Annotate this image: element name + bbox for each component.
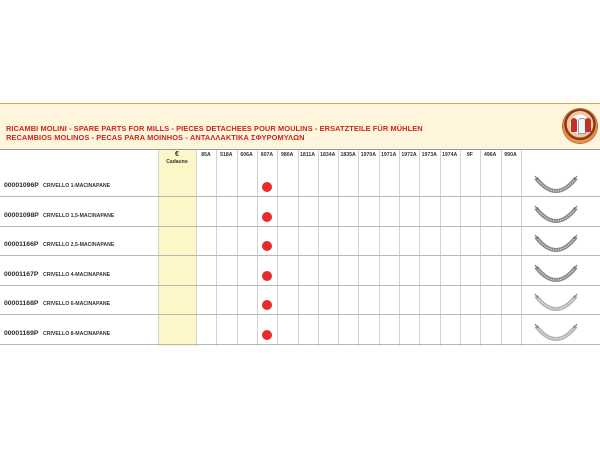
column-header: 1972A [401,152,417,158]
column-divider [521,150,522,346]
column-divider [158,150,159,346]
column-divider [440,150,441,346]
part-code: 00001168P [4,300,39,307]
part-code: 00001167P [4,270,39,278]
column-header: 1971A [381,152,397,158]
sieve-icon [533,204,579,228]
column-divider [480,150,481,346]
column-divider [501,150,502,346]
part-description: CRIVELLO 1,5-MACINAPANE [43,212,115,219]
table-header-rule [0,149,600,150]
column-divider [379,150,380,346]
column-header: 85A [201,152,211,158]
part-description: CRIVELLO 4-MACINAPANE [43,271,111,278]
column-header: 1835A [340,152,356,158]
compatibility-dot [262,212,272,222]
header-title-line1: RICAMBI MOLINI - SPARE PARTS FOR MILLS - PIECES DETACHEES POUR MOULINS - ERSATZTEILE FÜR MÜHLEN [6,124,423,133]
compatibility-dot [262,330,272,340]
column-header: 1974A [441,152,458,158]
price-column-label: Cadauno [166,159,188,165]
row-divider [0,255,600,256]
part-description: CRIVELLO 8-MACINAPANE [43,330,111,337]
part-code: 00001169P [4,329,39,337]
column-divider [237,150,238,346]
sieve-icon [533,263,579,287]
column-divider [460,150,461,346]
part-description: CRIVELLO 2,5-MACINAPANE [43,242,115,248]
column-header: 1834A [320,152,336,158]
column-divider [196,150,197,346]
row-divider [0,285,600,286]
part-code: 00001098P [4,211,39,219]
compatibility-dot [262,300,272,310]
mill-logo-icon [563,109,597,143]
part-code: 00001166P [4,241,39,248]
row-divider [0,314,600,315]
column-header: 496A [483,152,497,158]
column-divider [216,150,217,346]
column-header: 980A [280,152,294,158]
header-rule [0,103,600,104]
compatibility-dot [262,241,272,251]
column-header: 1970A [360,152,377,158]
column-divider [419,150,420,346]
column-header: 1811A [300,152,315,158]
logo-figure-icon [571,118,577,132]
column-divider [298,150,299,346]
compatibility-dot [262,182,272,192]
price-currency: € [175,151,179,158]
column-header: 9F [466,152,473,158]
column-divider [277,150,278,346]
column-header: 606A [240,152,253,158]
column-divider [338,150,339,346]
header-title-line2: RECAMBIOS MOLINOS - PECAS PARA MOINHOS - ΑΝΤΑΛΛΑΚΤΙΚΑ ΣΦΥΡΟΜΥΛΩΝ [6,133,305,142]
column-divider [257,150,258,346]
column-divider [318,150,319,346]
row-divider [0,344,600,345]
part-code: 00001096P [4,182,39,189]
part-description: CRIVELLO 6-MACINAPANE [43,301,111,307]
column-header: 518A [220,152,233,158]
part-description: CRIVELLO 1-MACINAPANE [43,183,111,189]
column-divider [358,150,359,346]
column-header: 990A [504,152,517,158]
sieve-icon [533,292,579,316]
price-column-bg [158,150,196,346]
logo-figure-icon [585,118,591,132]
column-header: 607A [260,152,274,158]
sieve-icon [533,322,579,346]
column-header: 1973A [421,152,437,158]
sieve-icon [533,233,579,257]
row-divider [0,226,600,227]
row-divider [0,196,600,197]
column-divider [399,150,400,346]
compatibility-dot [262,271,272,281]
sieve-icon [533,174,579,198]
